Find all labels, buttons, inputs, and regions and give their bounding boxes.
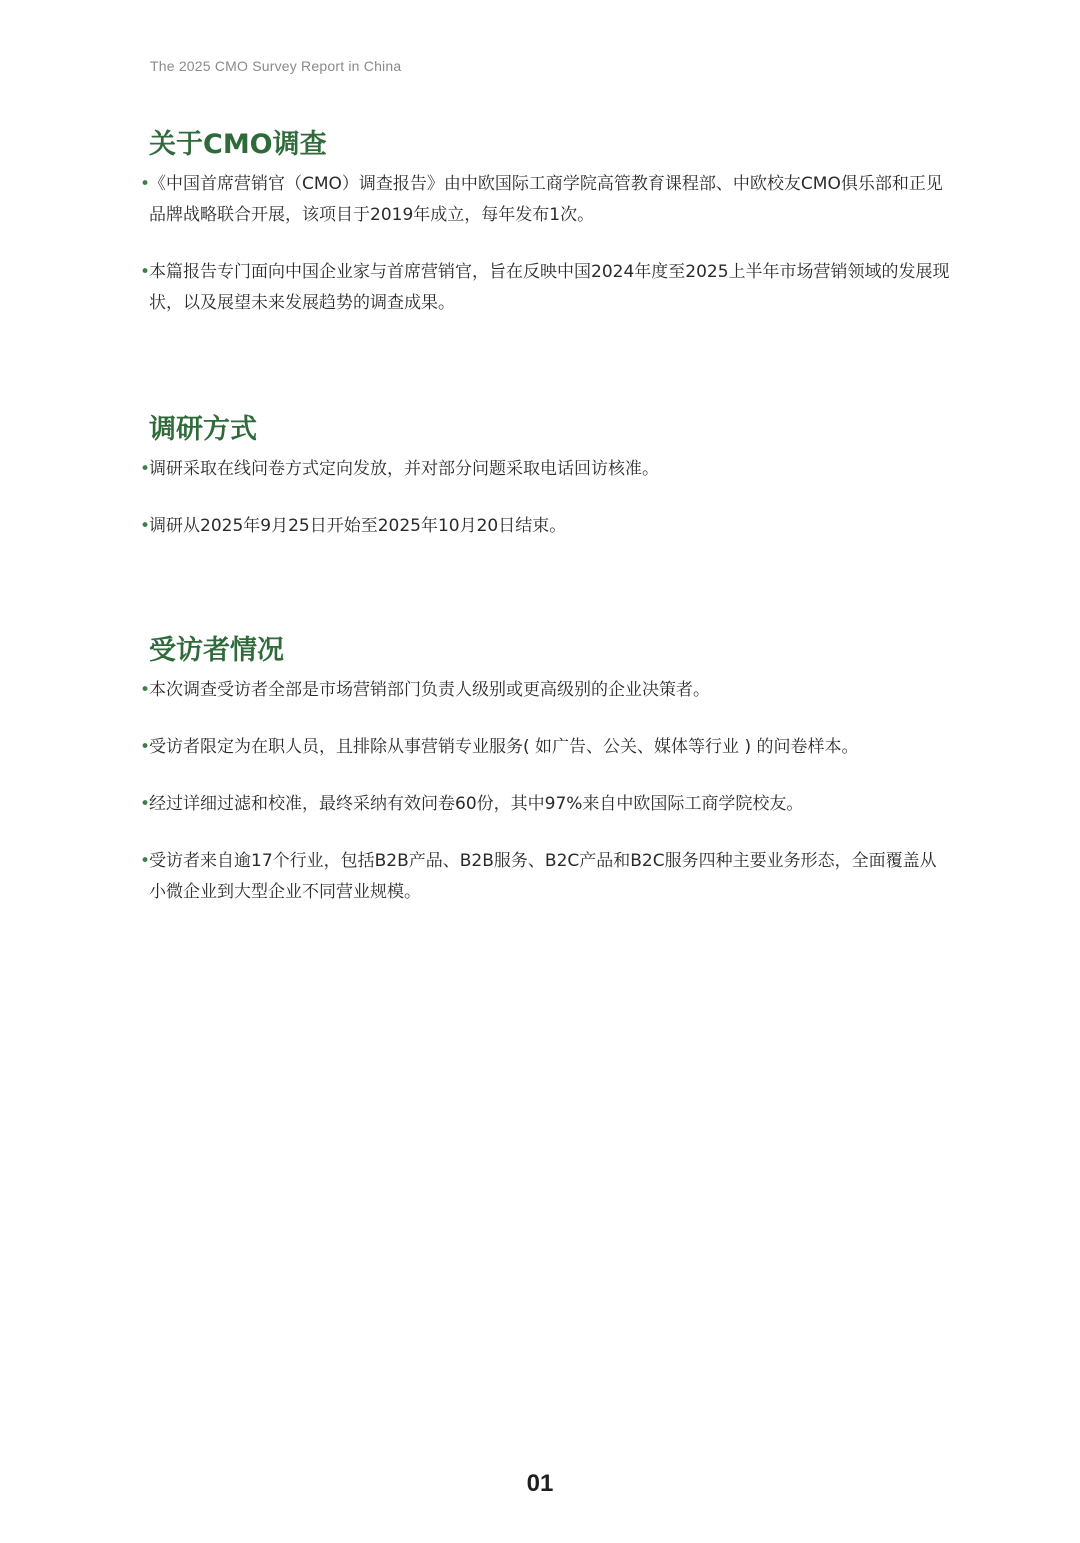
section-title: 调研方式 xyxy=(149,414,257,445)
bullet-dot-icon: • xyxy=(140,794,151,814)
list-item-text: 本次调查受访者全部是市场营销部门负责人级别或更高级别的企业决策者。 xyxy=(149,680,710,700)
section-respondents xyxy=(140,633,950,908)
bullet-dot-icon: • xyxy=(140,516,151,536)
page-number: 01 xyxy=(526,1470,554,1497)
list-item xyxy=(140,846,950,908)
section-title: 关于CMO调查 xyxy=(149,129,327,160)
list-item xyxy=(140,789,950,820)
list-item-text: 调研从2025年9月25日开始至2025年10月20日结束。 xyxy=(149,516,567,536)
list-item-text: 本篇报告专门面向中国企业家与首席营销官，旨在反映中国2024年度至2025上半年市场营销领域的发展现状，以及展望未来发展趋势的调查成果。 xyxy=(149,262,950,313)
bullet-list xyxy=(140,675,950,908)
section-title: 受访者情况 xyxy=(149,635,284,666)
bullet-dot-icon: • xyxy=(140,459,151,479)
bullet-list xyxy=(140,454,950,542)
bullet-dot-icon: • xyxy=(140,262,151,282)
list-item-text: 受访者限定为在职人员，且排除从事营销专业服务( 如广告、公关、媒体等行业 ) 的问卷样本。 xyxy=(149,737,859,757)
list-item xyxy=(140,454,950,485)
bullet-dot-icon: • xyxy=(140,851,151,871)
section-about-cmo-survey xyxy=(140,127,950,319)
list-item xyxy=(140,169,950,231)
bullet-dot-icon: • xyxy=(140,737,151,757)
bullet-list xyxy=(140,169,950,319)
section-research-method xyxy=(140,412,950,542)
bullet-dot-icon: • xyxy=(140,680,151,700)
list-item xyxy=(140,732,950,763)
bullet-dot-icon: • xyxy=(140,174,151,194)
list-item-text: 受访者来自逾17个行业，包括B2B产品、B2B服务、B2C产品和B2C服务四种主要业务形态，全面覆盖从小微企业到大型企业不同营业规模。 xyxy=(149,851,937,902)
list-item xyxy=(140,257,950,319)
list-item xyxy=(140,675,950,706)
list-item-text: 经过详细过滤和校准，最终采纳有效问卷60份，其中97%来自中欧国际工商学院校友。 xyxy=(149,794,804,814)
report-header-title: The 2025 CMO Survey Report in China xyxy=(150,58,402,74)
list-item xyxy=(140,511,950,542)
list-item-text: 《中国首席营销官（CMO）调查报告》由中欧国际工商学院高管教育课程部、中欧校友CMO俱乐部和正见品牌战略联合开展，该项目于2019年成立，每年发布1次。 xyxy=(149,174,943,225)
list-item-text: 调研采取在线问卷方式定向发放，并对部分问题采取电话回访核准。 xyxy=(149,459,659,479)
